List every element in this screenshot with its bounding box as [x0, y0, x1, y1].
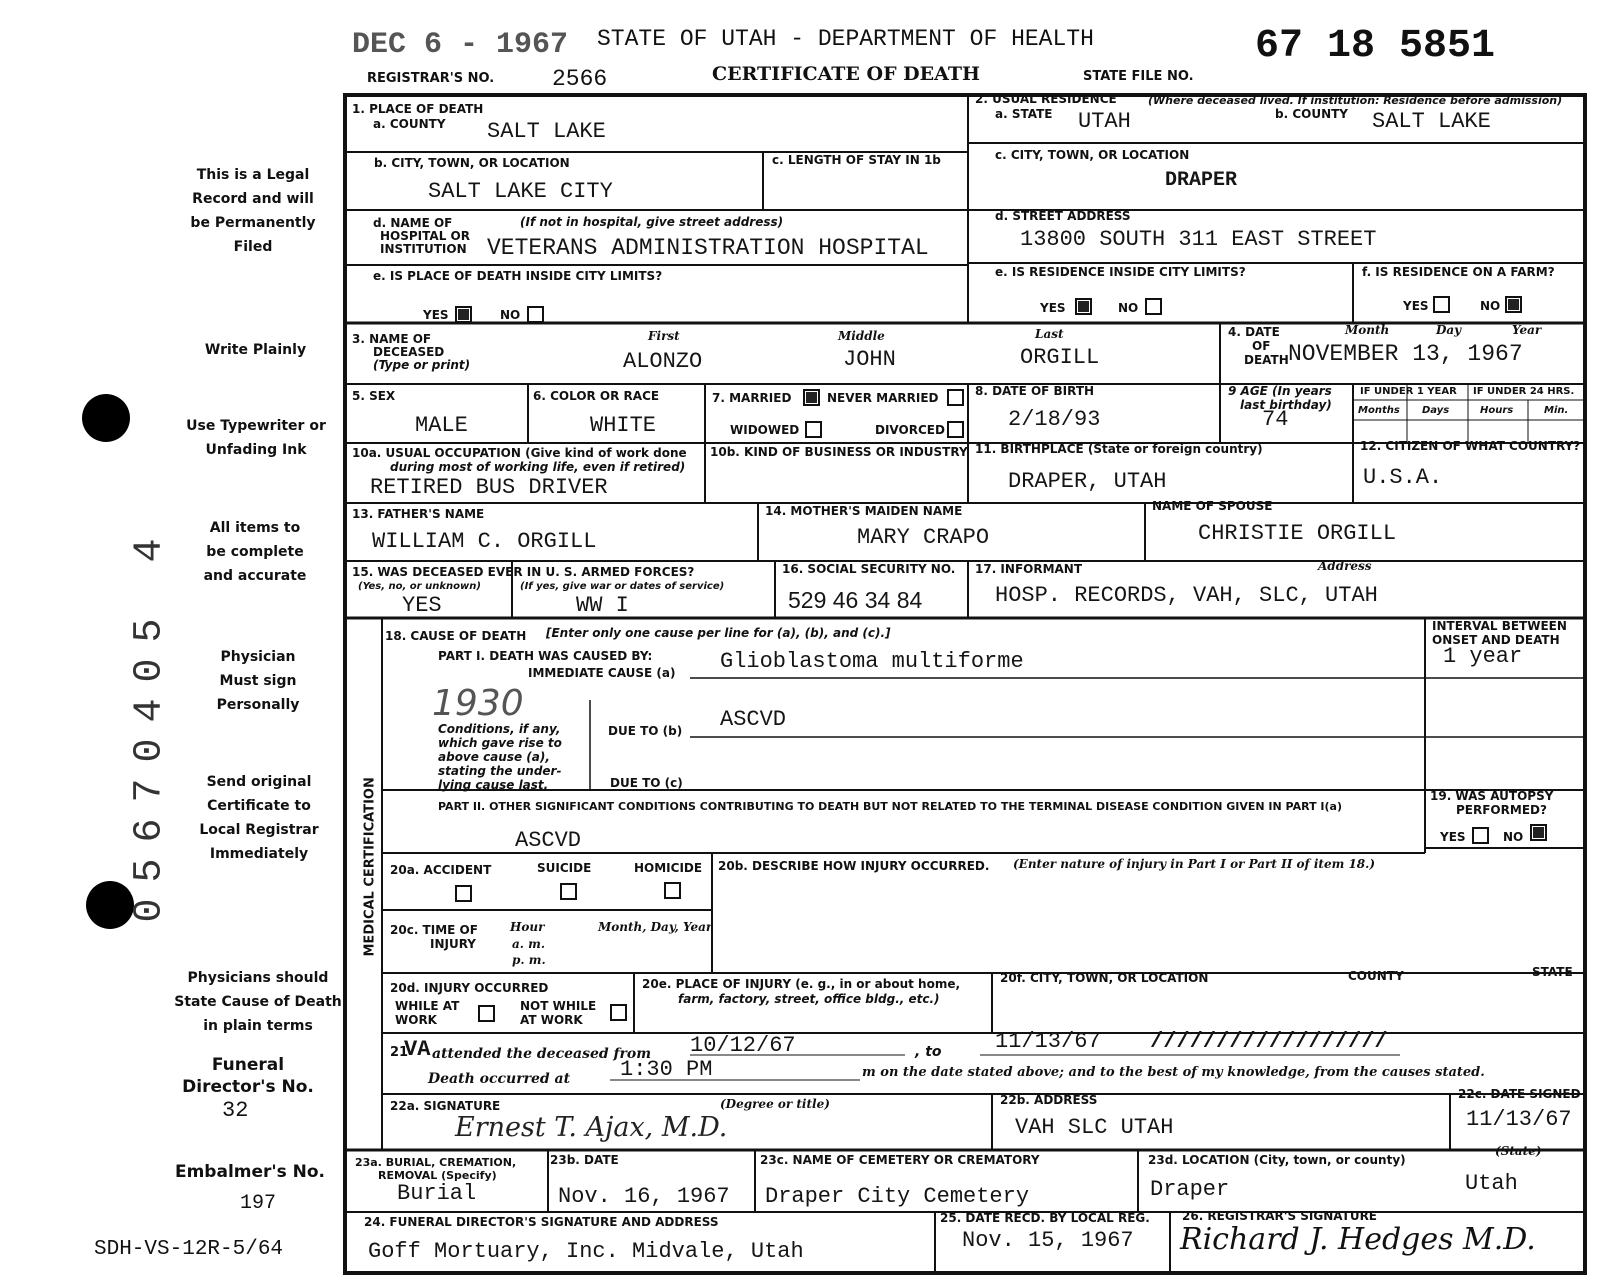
burial-state: Utah: [1465, 1171, 1518, 1196]
injury-city-label: 20f. CITY, TOWN, OR LOCATION: [1000, 971, 1209, 985]
residence-city: DRAPER: [1165, 169, 1238, 192]
hours-label: Hours: [1480, 405, 1514, 416]
date-signed: 11/13/67: [1466, 1107, 1572, 1132]
date-of-death-label-b: OF: [1252, 339, 1271, 353]
while-at-work-b: WORK: [395, 1013, 437, 1027]
occupation-label-b: during most of working life, even if retired): [390, 460, 686, 474]
form-number: SDH-VS-12R-5/64: [94, 1238, 284, 1261]
department-title: STATE OF UTAH - DEPARTMENT OF HEALTH: [597, 26, 1094, 52]
attended-from: 10/12/67: [690, 1033, 796, 1058]
pm-label: p. m.: [512, 953, 546, 967]
autopsy-no-checkbox[interactable]: [1530, 824, 1547, 841]
handwritten-year: 1930: [432, 683, 524, 724]
informant-address-label: Address: [1318, 559, 1372, 573]
attendance-va: VA: [404, 1037, 431, 1062]
place-of-death-label: 1. PLACE OF DEATH: [352, 102, 484, 116]
attendance-tail: m on the date stated above; and to the best of my knowledge, from the causes stated.: [862, 1065, 1485, 1080]
state-file-number: 67 18 5851: [1255, 24, 1496, 69]
hospital-label-c: INSTITUTION: [380, 242, 467, 256]
city-label: b. CITY, TOWN, OR LOCATION: [374, 156, 570, 170]
spouse-name: CHRISTIE ORGILL: [1198, 521, 1397, 546]
part-1-label: PART I. DEATH WAS CAUSED BY:: [438, 649, 653, 663]
divorced-checkbox[interactable]: [947, 421, 964, 438]
cemetery-label: 23c. NAME OF CEMETERY OR CREMATORY: [760, 1153, 1040, 1167]
physician-note: Physician Must sign Personally: [216, 649, 300, 713]
describe-injury-label: 20b. DESCRIBE HOW INJURY OCCURRED.: [718, 859, 990, 873]
age-label-a: 9 AGE (In years: [1228, 384, 1332, 398]
farm-label: f. IS RESIDENCE ON A FARM?: [1362, 265, 1555, 279]
death-time: 1:30 PM: [620, 1057, 713, 1082]
conditions-b: which gave rise to: [438, 736, 562, 750]
burial-date: Nov. 16, 1967: [558, 1184, 730, 1209]
burial-state-label: (State): [1495, 1144, 1542, 1158]
physician-address: VAH SLC UTAH: [1015, 1115, 1174, 1140]
armed-forces-label: 15. WAS DECEASED EVER IN U. S. ARMED FORCES?: [352, 565, 695, 579]
inside-yes-label: YES: [423, 308, 449, 322]
not-while-at-work-checkbox[interactable]: [610, 1004, 627, 1021]
date-signed-label: 22c. DATE SIGNED: [1458, 1087, 1581, 1101]
describe-injury-hint: (Enter nature of injury in Part I or Part II of item 18.): [1013, 857, 1376, 871]
embalmer-label: Embalmer's No.: [174, 1162, 326, 1182]
residence-county: SALT LAKE: [1372, 109, 1491, 134]
business-label: 10b. KIND OF BUSINESS OR INDUSTRY: [710, 445, 968, 459]
burial-type: Burial: [397, 1181, 477, 1206]
punch-hole-top: [82, 394, 130, 442]
date-of-birth: 2/18/93: [1008, 407, 1101, 432]
send-original-note: Send original Certificate to Local Registrar Immediately: [199, 774, 319, 862]
burial-date-label: 23b. DATE: [550, 1153, 619, 1167]
farm-no-label: NO: [1480, 299, 1501, 313]
interval-label-a: INTERVAL BETWEEN: [1432, 619, 1567, 633]
month-label: Month: [1345, 323, 1390, 337]
first-name-label: First: [648, 329, 680, 343]
last-name: ORGILL: [1020, 345, 1100, 370]
hospital-label-a: d. NAME OF: [373, 216, 453, 230]
funeral-director-label: Funeral Director's No.: [182, 1055, 314, 1097]
received-stamp-date: DEC 6 - 1967: [352, 28, 569, 62]
armed-forces: YES: [402, 593, 442, 618]
farm-yes-checkbox[interactable]: [1433, 296, 1450, 313]
autopsy-yes-label: YES: [1440, 830, 1466, 844]
complete-note: All items to be complete and accurate: [203, 520, 307, 584]
middle-name-label: Middle: [838, 329, 885, 343]
months-label: Months: [1358, 405, 1400, 416]
typewriter-note: Use Typewriter or Unfading Ink: [186, 418, 326, 458]
attendance-prefix: 21: [390, 1045, 409, 1060]
informant-label: 17. INFORMANT: [975, 562, 1083, 576]
hospital-name: VETERANS ADMINISTRATION HOSPITAL: [487, 235, 929, 261]
father-label: 13. FATHER'S NAME: [352, 507, 485, 521]
burial-label-a: 23a. BURIAL, CREMATION,: [355, 1156, 517, 1169]
place-of-injury-b: farm, factory, street, office bldg., etc.): [678, 992, 940, 1006]
residence-label: 2. USUAL RESIDENCE: [975, 92, 1117, 106]
death-occurred-label: Death occurred at: [428, 1071, 571, 1087]
certificate-title: CERTIFICATE OF DEATH: [712, 63, 980, 85]
due-to-b-label: DUE TO (b): [608, 724, 683, 738]
date-received-label: 25. DATE RECD. BY LOCAL REG.: [940, 1211, 1150, 1225]
degree-label: (Degree or title): [720, 1097, 830, 1111]
armed-hint-b: (If yes, give war or dates of service): [520, 581, 725, 592]
time-of-injury-b: INJURY: [430, 937, 476, 951]
spouse-label: NAME OF SPOUSE: [1152, 499, 1273, 513]
am-label: a. m.: [512, 937, 546, 951]
citizen-label: 12. CITIZEN OF WHAT COUNTRY?: [1360, 439, 1581, 453]
armed-hint-a: (Yes, no, or unknown): [358, 581, 481, 592]
middle-name: JOHN: [843, 347, 896, 372]
medical-certification-label: MEDICAL CERTIFICATION: [362, 777, 378, 957]
day-label: Day: [1436, 323, 1462, 337]
registrar-number-label: REGISTRAR'S NO.: [367, 71, 495, 86]
street-address-label: d. STREET ADDRESS: [995, 209, 1131, 223]
days-label: Days: [1422, 405, 1450, 416]
conditions-e: lying cause last.: [438, 778, 549, 792]
age: 74: [1262, 407, 1289, 432]
residence-yes-label: YES: [1040, 301, 1066, 315]
injury-state-label: STATE: [1532, 965, 1573, 979]
funeral-director: Goff Mortuary, Inc. Midvale, Utah: [368, 1239, 804, 1264]
conditions-a: Conditions, if any,: [438, 722, 561, 736]
mother-label: 14. MOTHER'S MAIDEN NAME: [765, 504, 963, 518]
due-to-b: ASCVD: [720, 707, 787, 732]
date-received: Nov. 15, 1967: [962, 1228, 1134, 1253]
injury-occurred-label: 20d. INJURY OCCURRED: [390, 981, 549, 995]
conditions-d: stating the under-: [438, 764, 562, 778]
date-of-death-label-a: 4. DATE: [1228, 325, 1280, 339]
write-plainly-note: Write Plainly: [204, 342, 307, 358]
hour-label: Hour: [510, 920, 545, 934]
state-file-label: STATE FILE NO.: [1083, 69, 1194, 84]
while-at-work-a: WHILE AT: [395, 999, 460, 1013]
registrar-number: 2566: [552, 66, 608, 92]
interval-label-b: ONSET AND DEATH: [1432, 633, 1560, 647]
hospital-label-b: HOSPITAL OR: [380, 229, 470, 243]
cemetery: Draper City Cemetery: [765, 1184, 1030, 1209]
age-label-b: last birthday): [1240, 398, 1332, 412]
autopsy-no-label: NO: [1503, 830, 1524, 844]
never-married-checkbox[interactable]: [947, 389, 964, 406]
under-24-hrs-label: IF UNDER 24 HRS.: [1473, 386, 1575, 397]
burial-label-b: REMOVAL (Specify): [378, 1169, 497, 1182]
married-label: 7. MARRIED: [712, 391, 792, 405]
residence-state-label: a. STATE: [995, 107, 1053, 121]
citizen: U.S.A.: [1363, 465, 1443, 490]
registrar-signature: Richard J. Hedges M.D.: [1180, 1222, 1536, 1257]
funeral-director-no: 32: [222, 1098, 249, 1123]
accident-label: 20a. ACCIDENT: [390, 863, 492, 877]
inside-no-checkbox[interactable]: [527, 306, 544, 323]
inside-city-limits-label: e. IS PLACE OF DEATH INSIDE CITY LIMITS?: [373, 269, 663, 283]
vertical-serial-number: 05670405 4: [127, 522, 173, 923]
burial-location-label: 23d. LOCATION (City, town, or county): [1148, 1153, 1406, 1167]
not-while-at-work-a: NOT WHILE: [520, 999, 597, 1013]
hospital-hint: (If not in hospital, give street address): [520, 215, 784, 229]
strike-through: //////////////////: [1150, 1029, 1388, 1054]
residence-inside-label: e. IS RESIDENCE INSIDE CITY LIMITS?: [995, 265, 1246, 279]
place-city: SALT LAKE CITY: [428, 179, 613, 204]
autopsy-label-b: PERFORMED?: [1456, 803, 1547, 817]
physicians-state-note: Physicians should State Cause of Death in plain terms: [174, 970, 342, 1034]
embalmer-no: 197: [240, 1192, 277, 1215]
residence-no-label: NO: [1118, 301, 1139, 315]
dob-label: 8. DATE OF BIRTH: [975, 384, 1095, 398]
month-day-year-label: Month, Day, Year: [598, 920, 713, 934]
inside-yes-checkbox[interactable]: [455, 306, 472, 323]
autopsy-yes-checkbox[interactable]: [1472, 827, 1489, 844]
first-name: ALONZO: [623, 349, 703, 374]
sex: MALE: [415, 413, 468, 438]
cause-hint: [Enter only one cause per line for (a), (b), and (c).]: [546, 626, 891, 640]
social-security-number: 529 46 34 84: [788, 587, 923, 613]
date-of-death: NOVEMBER 13, 1967: [1288, 341, 1523, 367]
birthplace: DRAPER, UTAH: [1008, 469, 1167, 494]
residence-state: UTAH: [1078, 109, 1131, 134]
place-of-injury-a: 20e. PLACE OF INJURY (e. g., in or about home,: [642, 977, 961, 991]
deceased-label-a: 3. NAME OF: [352, 332, 432, 346]
race: WHITE: [590, 413, 657, 438]
autopsy-label-a: 19. WAS AUTOPSY: [1430, 789, 1554, 803]
sex-label: 5. SEX: [352, 389, 396, 403]
injury-county-label: COUNTY: [1348, 969, 1404, 983]
widowed-checkbox[interactable]: [805, 421, 822, 438]
immediate-cause-label: IMMEDIATE CAUSE (a): [528, 666, 676, 680]
race-label: 6. COLOR OR RACE: [533, 389, 660, 403]
county-label: a. COUNTY: [373, 117, 446, 131]
signature-label: 22a. SIGNATURE: [390, 1099, 501, 1113]
deceased-label-b: DECEASED: [373, 345, 445, 359]
interval: 1 year: [1443, 644, 1523, 669]
residence-inside-yes-checkbox[interactable]: [1075, 298, 1092, 315]
accident-checkbox[interactable]: [455, 885, 472, 902]
under-1-year-label: IF UNDER 1 YEAR: [1360, 386, 1457, 397]
occupation-label-a: 10a. USUAL OCCUPATION (Give kind of work done: [352, 446, 687, 460]
last-name-label: Last: [1035, 327, 1064, 341]
date-of-death-label-c: DEATH: [1244, 353, 1289, 367]
father-name: WILLIAM C. ORGILL: [372, 529, 597, 554]
divorced-label: DIVORCED: [875, 423, 945, 437]
immediate-cause: Glioblastoma multiforme: [720, 649, 1024, 674]
street-address: 13800 SOUTH 311 EAST STREET: [1020, 227, 1377, 252]
place-county: SALT LAKE: [487, 119, 606, 144]
cause-of-death-label: 18. CAUSE OF DEATH: [385, 629, 527, 643]
inside-no-label: NO: [500, 308, 521, 322]
part-2-label: PART II. OTHER SIGNIFICANT CONDITIONS CONTRIBUTING TO DEATH BUT NOT RELATED TO THE TERMINAL DISEASE CONDITION GIVEN IN PART I(a): [438, 800, 1343, 813]
time-of-injury-a: 20c. TIME OF: [390, 923, 478, 937]
mother-name: MARY CRAPO: [857, 525, 990, 550]
farm-yes-label: YES: [1403, 299, 1429, 313]
length-of-stay-label: c. LENGTH OF STAY IN 1b: [772, 153, 941, 167]
part-2-conditions: ASCVD: [515, 828, 582, 853]
occupation: RETIRED BUS DRIVER: [370, 475, 608, 500]
attended-to-label: , to: [915, 1044, 942, 1060]
birthplace-label: 11. BIRTHPLACE (State or foreign country): [975, 442, 1263, 456]
suicide-label: SUICIDE: [537, 861, 592, 875]
conditions-c: above cause (a),: [438, 750, 550, 764]
ssn-label: 16. SOCIAL SECURITY NO.: [782, 562, 956, 576]
attended-label: attended the deceased from: [432, 1046, 652, 1062]
physician-signature: Ernest T. Ajax, M.D.: [455, 1112, 728, 1143]
physician-address-label: 22b. ADDRESS: [1000, 1093, 1098, 1107]
legal-record-note: This is a Legal Record and will be Permanently Filed: [190, 167, 316, 255]
suicide-checkbox[interactable]: [560, 883, 577, 900]
residence-hint: (Where deceased lived. If institution: Residence before admission): [1148, 94, 1563, 107]
homicide-label: HOMICIDE: [634, 861, 703, 875]
residence-city-label: c. CITY, TOWN, OR LOCATION: [995, 148, 1190, 162]
never-married-label: NEVER MARRIED: [827, 391, 939, 405]
burial-location: Draper: [1150, 1177, 1230, 1202]
residence-county-label: b. COUNTY: [1275, 107, 1348, 121]
year-label: Year: [1512, 323, 1542, 337]
min-label: Min.: [1544, 405, 1569, 416]
not-while-at-work-b: AT WORK: [520, 1013, 583, 1027]
funeral-director-signature-label: 24. FUNERAL DIRECTOR'S SIGNATURE AND ADDRESS: [364, 1215, 719, 1229]
attended-to: 11/13/67: [995, 1029, 1101, 1054]
registrar-signature-label: 26. REGISTRAR'S SIGNATURE: [1182, 1209, 1377, 1223]
residence-inside-no-checkbox[interactable]: [1145, 298, 1162, 315]
due-to-c-label: DUE TO (c): [610, 776, 683, 790]
widowed-label: WIDOWED: [730, 423, 800, 437]
while-at-work-checkbox[interactable]: [478, 1005, 495, 1022]
married-checkbox[interactable]: [803, 389, 820, 406]
war-served: WW I: [576, 593, 629, 618]
farm-no-checkbox[interactable]: [1505, 296, 1522, 313]
informant: HOSP. RECORDS, VAH, SLC, UTAH: [995, 583, 1378, 608]
homicide-checkbox[interactable]: [664, 882, 681, 899]
deceased-label-c: (Type or print): [373, 358, 471, 372]
